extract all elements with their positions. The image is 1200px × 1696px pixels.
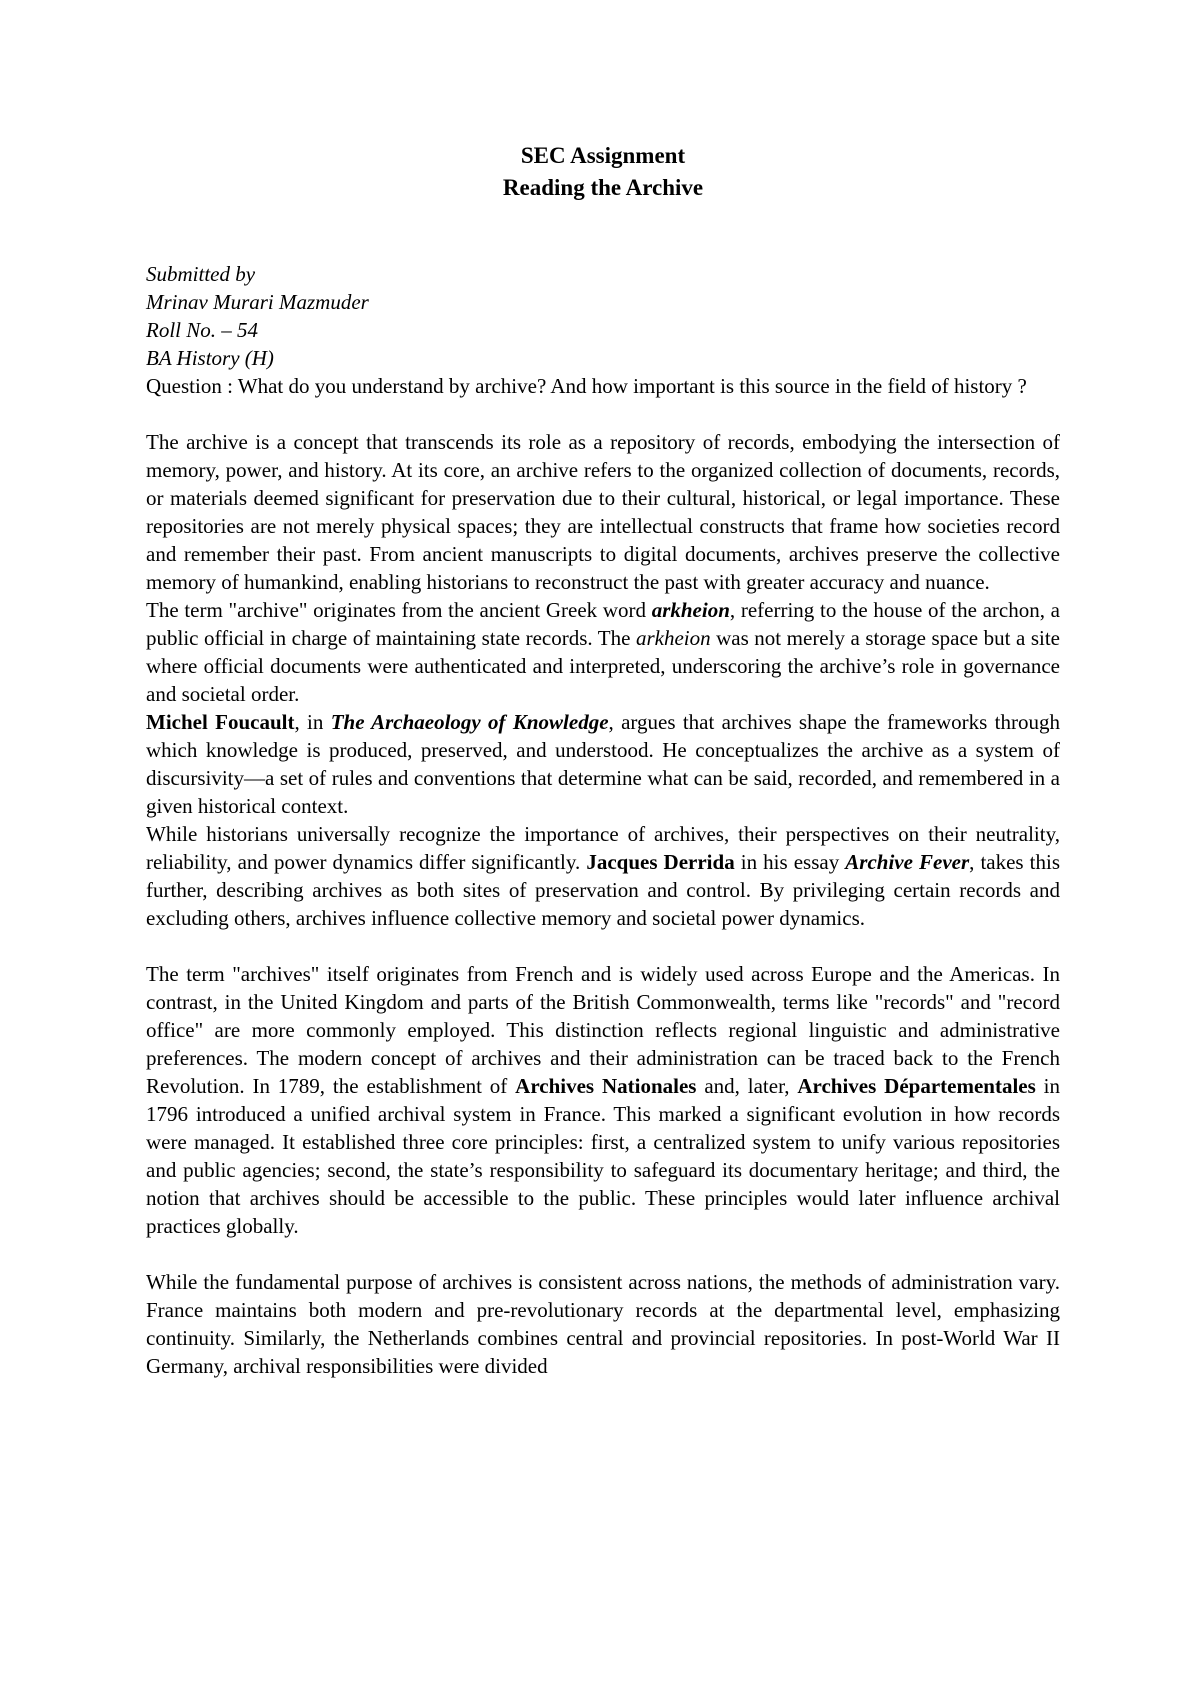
paragraph-6: While the fundamental purpose of archives is consistent across nations, the methods of administration vary. France maintains both modern and pre-revolutionary records at the departmental level, emphasizing continuity. Similarly, the Netherlands combines central and provincial repositories. In post-World War II Germany, archival responsibilities were divided — [146, 1270, 1060, 1378]
paragraph-4-text-b: in his essay — [734, 850, 846, 874]
name-foucault: Michel Foucault — [146, 710, 295, 734]
submission-info — [146, 260, 1060, 372]
document-subtitle: Reading the Archive — [502, 175, 704, 200]
course-name: BA History (H) — [146, 346, 274, 370]
term-arkheion-bold: arkheion — [651, 598, 730, 622]
paragraph-2-text-b: , referring to the house of the archon, a public official in charge of maintaining state records. The — [146, 598, 1060, 650]
title-block — [146, 140, 1060, 204]
book-archive-fever: Archive Fever — [845, 850, 970, 874]
term-archives-nationales: Archives Nationales — [515, 1074, 697, 1098]
paragraph-3 — [146, 708, 1060, 820]
paragraph-4-text-c: , takes this further, describing archives as both sites of preservation and control. By privileging certain records and excluding others, archives influence collective memory and societal power dynamics. — [146, 850, 1061, 930]
paragraph-1: The archive is a concept that transcends its role as a repository of records, embodying the intersection of memory, power, and history. At its core, an archive refers to the organized collection of documents, records, or materials deemed significant for preservation due to their cultural, historical, or legal importance. These repositories are not merely physical spaces; they are intellectual constructs that frame how societies record and remember their past. From ancient manuscripts to digital documents, archives preserve the collective memory of humankind, enabling historians to reconstruct the past with greater accuracy and nuance. — [146, 430, 1060, 594]
paragraph-4-text-a: While historians universally recognize the importance of archives, their perspectives on their neutrality, reliability, and power dynamics differ significantly. — [146, 822, 1060, 874]
paragraph-2 — [146, 596, 1060, 708]
paragraph-2-text-c: was not merely a storage space but a site where official documents were authenticated and interpreted, underscoring the archive’s role in governance and societal order. — [146, 626, 1061, 706]
paragraph-3-text-a: , in — [294, 710, 331, 734]
submitted-by-label: Submitted by — [146, 262, 256, 286]
paragraph-5-text-c: in 1796 introduced a unified archival system in France. This marked a significant evolution in how records were managed. It established three core principles: first, a centralized system to unify various repositories and public agencies; second, the state’s responsibility to safeguard its documentary heritage; and third, the notion that archives should be accessible to the public. These principles would later influence archival practices globally. — [146, 1074, 1060, 1238]
term-archives-departementales: Archives Départementales — [797, 1074, 1036, 1098]
paragraph-5-text-b: and, later, — [696, 1074, 798, 1098]
author-name: Mrinav Murari Mazmuder — [146, 290, 369, 314]
question-text: Question : What do you understand by archive? And how important is this source in the field of history ? — [146, 374, 1027, 398]
paragraph-4 — [146, 820, 1060, 932]
term-arkheion-italic: arkheion — [635, 626, 711, 650]
paragraph-5 — [146, 960, 1060, 1240]
document-page — [146, 140, 1060, 1380]
paragraph-2-text-a: The term "archive" originates from the ancient Greek word — [146, 598, 652, 622]
book-archaeology-of-knowledge: The Archaeology of Knowledge — [330, 710, 609, 734]
name-derrida: Jacques Derrida — [586, 850, 735, 874]
document-title: SEC Assignment — [520, 143, 686, 168]
paragraph-5-text-a: The term "archives" itself originates from French and is widely used across Europe and the Americas. In contrast, in the United Kingdom and parts of the British Commonwealth, terms like "records" and "record office" are more commonly employed. This distinction reflects regional linguistic and administrative preferences. The modern concept of archives and their administration can be traced back to the French Revolution. In 1789, the establishment of — [146, 962, 1060, 1098]
paragraph-3-text-b: , argues that archives shape the frameworks through which knowledge is produced, preserved, and understood. He conceptualizes the archive as a system of discursivity—a set of rules and conventions that determine what can be said, recorded, and remembered in a given historical context. — [146, 710, 1060, 818]
roll-number: Roll No. – 54 — [146, 318, 259, 342]
